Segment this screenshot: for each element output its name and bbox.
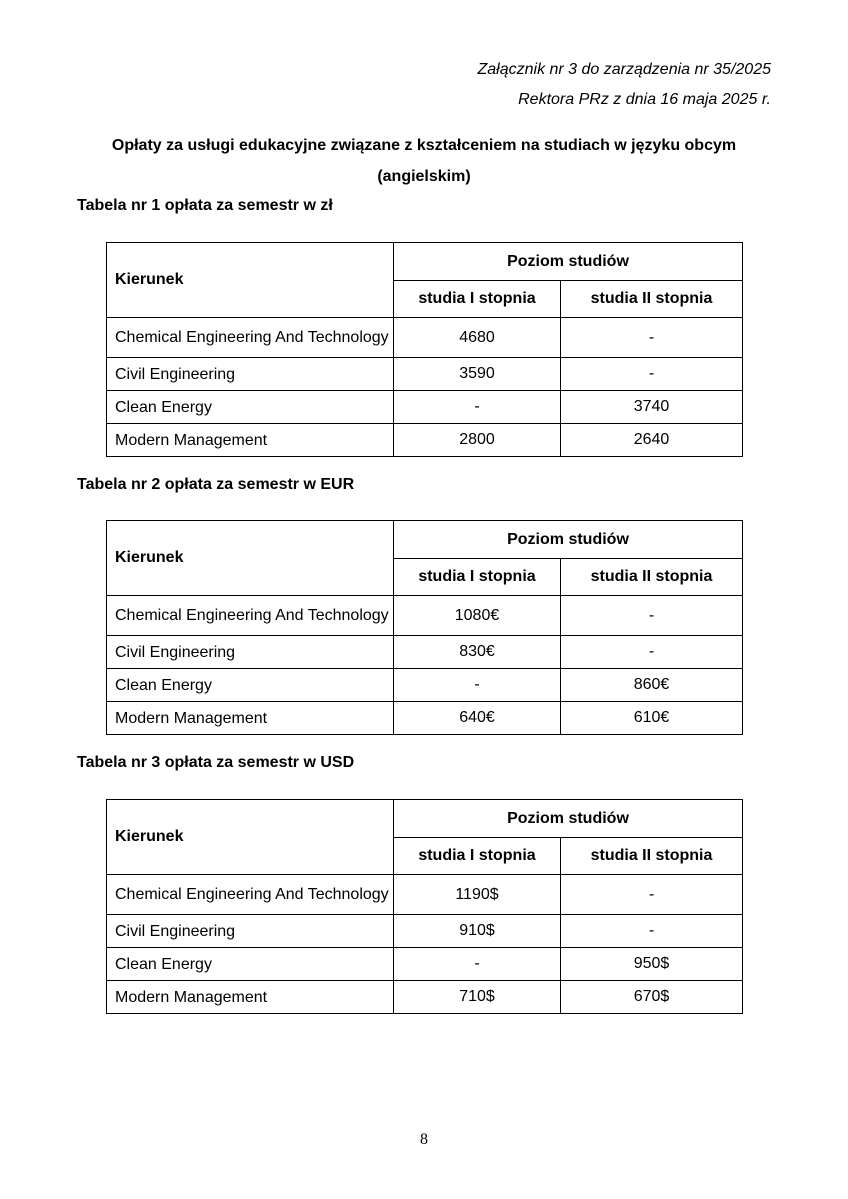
fee-first-cycle: 2800 [394,424,561,457]
document-title: Opłaty za usługi edukacyjne związane z kształceniem na studiach w języku obcym [111,137,737,154]
column-header-first-cycle: studia I stopnia [394,281,561,318]
program-name: Clean Energy [107,669,394,702]
column-header-kierunek: Kierunek [107,800,394,875]
column-header-poziom-studiow: Poziom studiów [394,521,743,559]
fee-table-eur [106,520,743,735]
program-name: Clean Energy [107,391,394,424]
fee-table-pln [106,242,743,457]
fee-second-cycle: 860€ [561,669,743,702]
fee-second-cycle: 670$ [561,981,743,1014]
program-name: Clean Energy [107,948,394,981]
program-name: Civil Engineering [107,358,394,391]
program-name: Chemical Engineering And Technology [107,875,394,915]
program-name: Modern Management [107,981,394,1014]
fee-first-cycle: - [394,391,561,424]
fee-first-cycle: 4680 [394,318,561,358]
fee-first-cycle: 640€ [394,702,561,735]
fee-second-cycle: - [561,915,743,948]
table-row [107,358,743,391]
program-name: Modern Management [107,702,394,735]
column-header-second-cycle: studia II stopnia [561,838,743,875]
table-row [107,318,743,358]
fee-second-cycle: 610€ [561,702,743,735]
fee-second-cycle: 950$ [561,948,743,981]
fee-second-cycle: - [561,318,743,358]
fee-first-cycle: 3590 [394,358,561,391]
fee-first-cycle: 910$ [394,915,561,948]
fee-first-cycle: - [394,948,561,981]
table-2-caption: Tabela nr 2 opłata za semestr w EUR [77,476,355,493]
table-row [107,702,743,735]
table-row [107,596,743,636]
table-row [107,669,743,702]
fee-table-usd [106,799,743,1014]
column-header-kierunek: Kierunek [107,521,394,596]
fee-second-cycle: - [561,596,743,636]
fee-second-cycle: 3740 [561,391,743,424]
table-row [107,391,743,424]
fee-first-cycle: 830€ [394,636,561,669]
table-row [107,915,743,948]
table-row [107,875,743,915]
table-row [107,981,743,1014]
annex-date: Rektora PRz z dnia 16 maja 2025 r. [518,91,771,108]
table-3-caption: Tabela nr 3 opłata za semestr w USD [77,754,355,771]
fee-first-cycle: 1190$ [394,875,561,915]
table-row [107,948,743,981]
program-name: Chemical Engineering And Technology [107,318,394,358]
column-header-poziom-studiow: Poziom studiów [394,243,743,281]
column-header-kierunek: Kierunek [107,243,394,318]
fee-second-cycle: - [561,636,743,669]
column-header-poziom-studiow: Poziom studiów [394,800,743,838]
column-header-first-cycle: studia I stopnia [394,838,561,875]
program-name: Civil Engineering [107,915,394,948]
table-row [107,636,743,669]
column-header-first-cycle: studia I stopnia [394,559,561,596]
column-header-second-cycle: studia II stopnia [561,281,743,318]
program-name: Civil Engineering [107,636,394,669]
fee-second-cycle: - [561,358,743,391]
document-title-continuation: (angielskim) [377,168,471,185]
program-name: Chemical Engineering And Technology [107,596,394,636]
annex-reference: Załącznik nr 3 do zarządzenia nr 35/2025 [477,61,771,78]
fee-first-cycle: 710$ [394,981,561,1014]
fee-first-cycle: 1080€ [394,596,561,636]
program-name: Modern Management [107,424,394,457]
table-1-caption: Tabela nr 1 opłata za semestr w zł [77,197,333,214]
column-header-second-cycle: studia II stopnia [561,559,743,596]
fee-second-cycle: - [561,875,743,915]
fee-second-cycle: 2640 [561,424,743,457]
table-row [107,424,743,457]
page-number: 8 [420,1131,428,1148]
fee-first-cycle: - [394,669,561,702]
